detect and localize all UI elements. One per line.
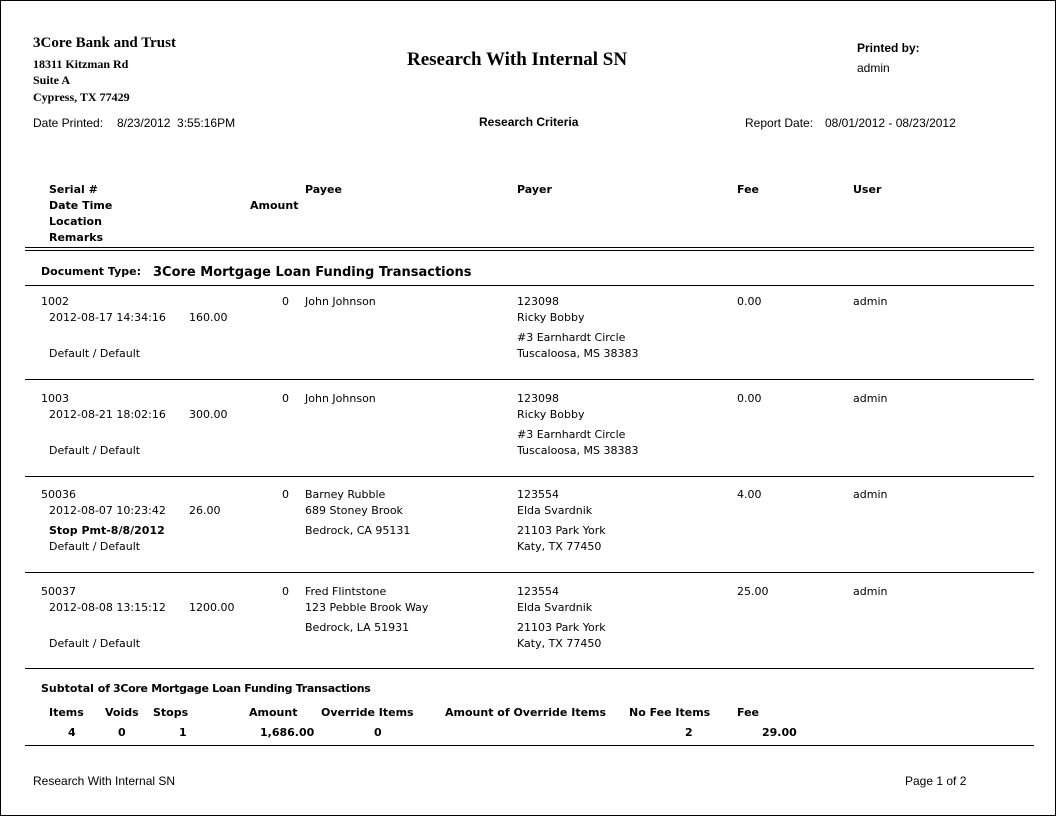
report-date-value: 08/01/2012 - 08/23/2012 — [825, 116, 956, 130]
payer-name: Ricky Bobby — [517, 311, 585, 324]
subtotal-no-fee-items: 2 — [685, 726, 693, 739]
col-header-remarks: Remarks — [49, 231, 104, 244]
record-fee: 4.00 — [737, 488, 762, 501]
payer-address2: Katy, TX 77450 — [517, 637, 602, 650]
date-printed-label: Date Printed: — [33, 116, 104, 130]
document-type-value: 3Core Mortgage Loan Funding Transactions — [153, 265, 472, 280]
serial-number: 1002 — [41, 295, 69, 308]
bank-name: 3Core Bank and Trust — [33, 35, 176, 51]
col-header-amount: Amount — [250, 199, 299, 212]
col-header-location: Location — [49, 215, 102, 228]
col-header-user: User — [853, 183, 882, 196]
payee-address2: Bedrock, CA 95131 — [305, 524, 411, 537]
record-amount: 160.00 — [189, 311, 228, 324]
subtotal-header-fee: Fee — [737, 706, 759, 719]
bank-address-line2: Suite A — [33, 73, 71, 87]
printed-by-value: admin — [857, 61, 890, 75]
report-title: Research With Internal SN — [407, 49, 628, 70]
payer-address2: Tuscaloosa, MS 38383 — [517, 444, 639, 457]
record-amount: 300.00 — [189, 408, 228, 421]
document-type-label: Document Type: — [41, 265, 141, 278]
subtotal-header-items: Items — [49, 706, 84, 719]
subtotal-items: 4 — [68, 726, 76, 739]
payee-name: Barney Rubble — [305, 488, 386, 501]
bank-city: Cypress, TX 77429 — [33, 90, 130, 104]
record-location: Default / Default — [49, 637, 141, 650]
subtotal-header-amount-override: Amount of Override Items — [445, 706, 607, 719]
payer-address1: 21103 Park York — [517, 524, 606, 537]
payee-name: Fred Flintstone — [305, 585, 387, 598]
payer-name: Elda Svardnik — [517, 601, 593, 614]
printed-by-label: Printed by: — [857, 41, 920, 55]
col-header-payer: Payer — [517, 183, 552, 196]
payee-name: John Johnson — [305, 295, 376, 308]
page-number: Page 1 of 2 — [905, 774, 967, 788]
record-zero: 0 — [282, 488, 289, 501]
payer-address1: 21103 Park York — [517, 621, 606, 634]
col-header-serial: Serial # — [49, 183, 98, 196]
record-user: admin — [853, 488, 888, 501]
subtotal-header-voids: Voids — [105, 706, 139, 719]
record-zero: 0 — [282, 585, 289, 598]
serial-number: 50037 — [41, 585, 76, 598]
serial-number: 50036 — [41, 488, 76, 501]
record-user: admin — [853, 585, 888, 598]
subtotal-label: Subtotal of — [41, 682, 111, 695]
subtotal-header-amount: Amount — [249, 706, 298, 719]
payer-name: Elda Svardnik — [517, 504, 593, 517]
date-printed-value: 8/23/2012 3:55:16PM — [117, 116, 236, 130]
subtotal-header-override-items: Override Items — [321, 706, 414, 719]
subtotal-amount: 1,686.00 — [260, 726, 315, 739]
record-fee: 0.00 — [737, 295, 762, 308]
subtotal-doc-type: 3Core Mortgage Loan Funding Transactions — [113, 682, 371, 695]
record-datetime: 2012-08-07 10:23:42 — [49, 504, 166, 517]
payer-id: 123554 — [517, 585, 559, 598]
payer-address2: Katy, TX 77450 — [517, 540, 602, 553]
record-location: Default / Default — [49, 347, 141, 360]
record-amount: 1200.00 — [189, 601, 235, 614]
subtotal-override-items: 0 — [374, 726, 382, 739]
record-user: admin — [853, 392, 888, 405]
record-remarks: Stop Pmt-8/8/2012 — [49, 524, 165, 537]
doc-type-divider — [25, 285, 1034, 286]
record-zero: 0 — [282, 392, 289, 405]
bank-address-line1: 18311 Kitzman Rd — [33, 57, 129, 71]
payer-id: 123098 — [517, 392, 559, 405]
payer-address2: Tuscaloosa, MS 38383 — [517, 347, 639, 360]
payer-address1: #3 Earnhardt Circle — [517, 428, 626, 441]
payer-id: 123098 — [517, 295, 559, 308]
subtotal-header-stops: Stops — [153, 706, 189, 719]
payer-id: 123554 — [517, 488, 559, 501]
record-location: Default / Default — [49, 444, 141, 457]
record-datetime: 2012-08-21 18:02:16 — [49, 408, 166, 421]
footer-title: Research With Internal SN — [33, 774, 176, 788]
payee-address2: Bedrock, LA 51931 — [305, 621, 410, 634]
col-header-datetime: Date Time — [49, 199, 113, 212]
research-criteria-label: Research Criteria — [479, 115, 579, 129]
payee-address1: 123 Pebble Brook Way — [305, 601, 429, 614]
payee-name: John Johnson — [305, 392, 376, 405]
subtotal-voids: 0 — [118, 726, 126, 739]
payer-address1: #3 Earnhardt Circle — [517, 331, 626, 344]
subtotal-stops: 1 — [179, 726, 187, 739]
record-user: admin — [853, 295, 888, 308]
col-header-payee: Payee — [305, 183, 342, 196]
subtotal-fee: 29.00 — [762, 726, 797, 739]
record-location: Default / Default — [49, 540, 141, 553]
payer-name: Ricky Bobby — [517, 408, 585, 421]
row-divider — [25, 668, 1034, 669]
col-header-fee: Fee — [737, 183, 759, 196]
row-divider — [25, 572, 1034, 573]
record-amount: 26.00 — [189, 504, 221, 517]
record-zero: 0 — [282, 295, 289, 308]
record-fee: 25.00 — [737, 585, 769, 598]
subtotal-header-no-fee-items: No Fee Items — [629, 706, 711, 719]
header-divider-bottom — [25, 250, 1034, 251]
header-divider-top — [25, 247, 1034, 248]
record-datetime: 2012-08-17 14:34:16 — [49, 311, 166, 324]
row-divider — [25, 379, 1034, 380]
row-divider — [25, 476, 1034, 477]
record-fee: 0.00 — [737, 392, 762, 405]
report-date-label: Report Date: — [745, 116, 814, 130]
record-datetime: 2012-08-08 13:15:12 — [49, 601, 166, 614]
subtotal-divider — [25, 745, 1034, 746]
payee-address1: 689 Stoney Brook — [305, 504, 403, 517]
serial-number: 1003 — [41, 392, 69, 405]
